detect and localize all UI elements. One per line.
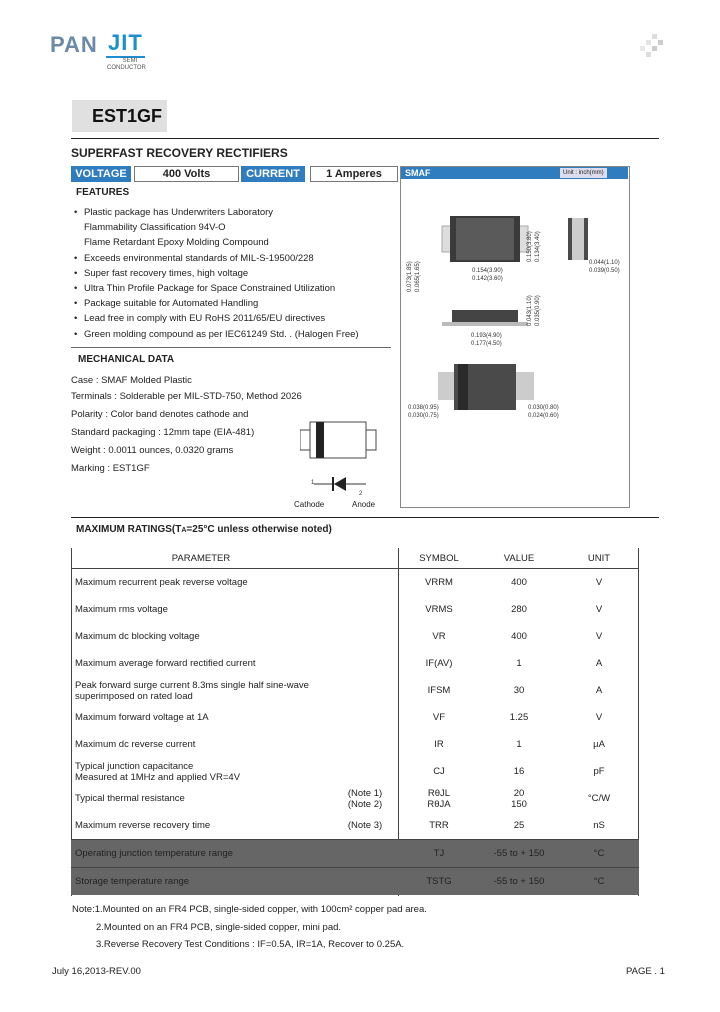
polarity-package-icon (300, 420, 380, 470)
dim-label: 0.035(0.90) (535, 295, 541, 326)
cell-symbol-text: IR (434, 739, 444, 750)
cell-value (479, 758, 559, 785)
cell-unit-text: °C (593, 876, 605, 887)
cell-unit (559, 623, 639, 650)
cell-note (331, 840, 399, 868)
ratings-title-rest: =25°C unless otherwise noted) (186, 524, 332, 535)
divider (71, 138, 659, 139)
anode-label: Anode (352, 500, 376, 509)
header-value: VALUE (479, 548, 559, 569)
mech-packaging: Standard packaging : 12mm tape (EIA-481) (71, 427, 255, 438)
cell-unit (559, 704, 639, 731)
feature-item: • Exceeds environmental standards of MIL-S-19500/228 (74, 251, 394, 266)
current-value: 1 Amperes (310, 166, 398, 182)
cell-unit-text: µA (593, 739, 605, 750)
cell-symbol (399, 569, 479, 596)
cell-symbol-text: IFSM (427, 685, 451, 696)
cell-unit (559, 812, 639, 840)
cell-symbol-text: VRRM (425, 577, 453, 588)
cell-parameter (71, 868, 331, 896)
cell-value-text: -55 to + 150 (493, 848, 545, 859)
cell-unit (559, 650, 639, 677)
cell-value-text: 16 (513, 766, 525, 777)
table-row (71, 704, 639, 731)
dim-label: 0.043(1.10) (527, 295, 533, 326)
cell-note (331, 650, 399, 677)
cell-parameter (71, 650, 331, 677)
cell-value-text: 400 (511, 631, 527, 642)
table-row (71, 596, 639, 623)
cell-value-text: 1.25 (509, 712, 529, 723)
cell-unit (559, 840, 639, 868)
header-symbol: SYMBOL (399, 548, 479, 569)
cell-parameter (71, 840, 331, 868)
mech-weight: Weight : 0.0011 ounces, 0.0320 grams (71, 445, 234, 456)
feature-item: • Package suitable for Automated Handling (74, 296, 394, 311)
cell-note (331, 569, 399, 596)
cell-parameter-text: Peak forward surge current 8.3ms single half sine-wave (75, 679, 309, 691)
cathode-label: Cathode (294, 500, 325, 509)
table-header (71, 548, 639, 569)
cell-parameter (71, 677, 331, 704)
table-row (71, 758, 639, 785)
mech-polarity: Polarity : Color band denotes cathode and (71, 409, 249, 420)
cell-unit (559, 868, 639, 896)
cell-value-text: 25 (513, 820, 525, 831)
cell-unit-text: A (595, 658, 603, 669)
cell-unit-text: °C/W (587, 793, 611, 804)
mech-marking: Marking : EST1GF (71, 463, 150, 474)
cell-note (331, 596, 399, 623)
cell-value (479, 785, 559, 812)
cell-unit-text: V (595, 631, 603, 642)
table-row (71, 677, 639, 704)
cell-symbol (399, 812, 479, 840)
dim-label: 0.193(4.90) (471, 333, 502, 339)
cell-value-text: 30 (513, 685, 525, 696)
ratings-rows (71, 569, 639, 895)
dim-label: 0.154(3.90) (472, 268, 503, 274)
cell-symbol-text: CJ (433, 766, 445, 777)
features-title: FEATURES (76, 187, 130, 198)
cell-symbol (399, 731, 479, 758)
cell-value (479, 569, 559, 596)
dim-label: 0.038(0.95) (408, 405, 439, 411)
cell-symbol-text: TJ (433, 848, 445, 859)
cell-symbol-text: IF(AV) (425, 658, 453, 669)
cell-parameter (71, 758, 331, 785)
cell-note (331, 758, 399, 785)
cell-value-text: 1 (516, 739, 522, 750)
cell-value-text: 280 (511, 604, 527, 615)
table-row (71, 868, 639, 896)
cell-note (331, 812, 399, 840)
mechanical-title: MECHANICAL DATA (78, 354, 175, 365)
cell-parameter-text: Operating junction temperature range (75, 848, 233, 859)
cell-unit-text: pF (593, 766, 605, 777)
cell-unit-text: nS (593, 820, 605, 831)
note-1: Note:1.Mounted on an FR4 PCB, single-sided copper, with 100cm² copper pad area. (72, 904, 427, 915)
voltage-value: 400 Volts (134, 166, 239, 182)
ratings-table (71, 548, 639, 569)
cell-value (479, 596, 559, 623)
cell-parameter-text-2: Measured at 1MHz and applied VR=4V (75, 771, 241, 783)
dim-label: 0.073(1.85) (407, 261, 413, 292)
voltage-label: VOLTAGE (71, 166, 131, 182)
feature-item: Flammability Classification 94V-O (84, 222, 226, 234)
cell-symbol-text: VF (432, 712, 446, 723)
table-row (71, 650, 639, 677)
logo-jit: JIT (106, 30, 145, 58)
cell-note-text-2: (Note 2) (347, 798, 383, 810)
cell-symbol (399, 840, 479, 868)
cell-unit-text: A (595, 685, 603, 696)
pin-1: 1 (311, 480, 315, 486)
cell-unit (559, 731, 639, 758)
cell-parameter-text: Typical junction capacitance (75, 760, 194, 772)
ratings-title (76, 524, 332, 535)
cell-parameter-text: Storage temperature range (75, 876, 190, 887)
cell-symbol-text: TSTG (426, 876, 452, 887)
cell-parameter-text: Maximum dc reverse current (75, 739, 196, 750)
feature-item: Flame Retardant Epoxy Molding Compound (84, 237, 269, 249)
package-bottom-drawing (420, 360, 620, 420)
cell-unit (559, 758, 639, 785)
table-row (71, 623, 639, 650)
cell-parameter-text-2: superimposed on rated load (75, 690, 193, 702)
cell-parameter (71, 785, 331, 812)
cell-symbol (399, 785, 479, 812)
cell-note-text: (Note 3) (347, 820, 383, 831)
cell-symbol-text: TRR (429, 820, 449, 831)
table-row (71, 812, 639, 840)
divider (71, 347, 391, 348)
cell-unit (559, 569, 639, 596)
cell-value (479, 677, 559, 704)
table-row (71, 840, 639, 868)
cell-parameter (71, 731, 331, 758)
footer-date: July 16,2013-REV.00 (52, 966, 141, 977)
cell-value-text-2: 150 (511, 798, 527, 810)
cell-note (331, 704, 399, 731)
cell-unit-text: °C (593, 848, 605, 859)
dim-label: 0.030(0.75) (408, 413, 439, 419)
header-parameter: PARAMETER (71, 548, 331, 569)
cell-parameter-text: Maximum average forward rectified current (75, 658, 256, 669)
ratings-title-sub: A (181, 527, 187, 534)
dim-label: 0.065(1.65) (415, 261, 421, 292)
cell-value-text: -55 to + 150 (493, 876, 545, 887)
cell-note (331, 623, 399, 650)
cell-parameter (71, 812, 331, 840)
cell-symbol (399, 596, 479, 623)
cell-parameter-text: Typical thermal resistance (75, 793, 185, 804)
cell-unit-text: V (595, 577, 603, 588)
cell-parameter-text: Maximum forward voltage at 1A (75, 712, 209, 723)
cell-parameter-text: Maximum reverse recovery time (75, 820, 211, 831)
feature-item: • Plastic package has Underwriters Laboratory (74, 205, 394, 220)
mech-terminals: Terminals : Solderable per MIL-STD-750, Method 2026 (71, 391, 302, 402)
dim-label: 0.150(3.80) (527, 231, 533, 262)
feature-item: • Lead free in comply with EU RoHS 2011/65/EU directives (74, 311, 394, 326)
cell-symbol (399, 677, 479, 704)
cell-parameter (71, 623, 331, 650)
cell-parameter (71, 704, 331, 731)
logo-sub-2: CONDUCTOR (107, 65, 146, 71)
cell-symbol (399, 758, 479, 785)
cell-value (479, 731, 559, 758)
dim-label: 0.030(0.80) (528, 405, 559, 411)
note-3: 3.Reverse Recovery Test Conditions : IF=0.5A, IR=1A, Recover to 0.25A. (96, 939, 405, 950)
note-2: 2.Mounted on an FR4 PCB, single-sided copper, mini pad. (96, 922, 342, 933)
cell-note (331, 868, 399, 896)
dim-label: 0.039(0.50) (589, 268, 620, 274)
cell-unit (559, 596, 639, 623)
package-unit: Unit : inch(mm) (560, 168, 607, 178)
cell-value (479, 868, 559, 896)
cell-symbol-text: VRMS (425, 604, 453, 615)
cell-unit (559, 785, 639, 812)
divider (71, 517, 659, 518)
cell-symbol (399, 650, 479, 677)
cell-parameter-text: Maximum rms voltage (75, 604, 168, 615)
cell-parameter (71, 569, 331, 596)
dim-label: 0.044(1.10) (589, 260, 620, 266)
cell-note (331, 785, 399, 812)
header-unit: UNIT (559, 548, 639, 569)
table-row (71, 731, 639, 758)
table-row (71, 569, 639, 596)
cell-value (479, 704, 559, 731)
cell-parameter-text: Maximum dc blocking voltage (75, 631, 200, 642)
part-number: EST1GF (92, 106, 163, 126)
page-title: SUPERFAST RECOVERY RECTIFIERS (71, 146, 288, 160)
feature-item: • Super fast recovery times, high voltage (74, 266, 394, 281)
cell-symbol-text: RθJL (427, 787, 451, 799)
cell-value-text: 400 (511, 577, 527, 588)
cell-value-text: 20 (513, 787, 525, 799)
cell-note (331, 731, 399, 758)
cell-value (479, 812, 559, 840)
package-name: SMAF (405, 168, 431, 178)
cell-unit (559, 677, 639, 704)
cell-symbol (399, 704, 479, 731)
logo-subtitle (107, 58, 153, 72)
cell-note-text: (Note 1) (347, 787, 383, 799)
dim-label: 0.142(3.60) (472, 276, 503, 282)
cell-symbol (399, 868, 479, 896)
dim-label: 0.024(0.60) (528, 413, 559, 419)
dim-label: 0.134(3.40) (535, 231, 541, 262)
cell-value (479, 650, 559, 677)
mech-case: Case : SMAF Molded Plastic (71, 375, 192, 386)
feature-item: • Green molding compound as per IEC61249 Std. . (Halogen Free) (74, 327, 394, 342)
cell-unit-text: V (595, 604, 603, 615)
pin-2: 2 (359, 491, 363, 497)
dim-label: 0.177(4.50) (471, 341, 502, 347)
corner-dots-icon (636, 34, 666, 64)
cell-value-text: 1 (516, 658, 522, 669)
logo-pan: PAN (50, 32, 98, 57)
cell-symbol-text-2: RθJA (427, 798, 451, 810)
cell-value (479, 623, 559, 650)
ratings-title-text: MAXIMUM RATINGS(T (76, 524, 182, 535)
cell-unit-text: V (595, 712, 603, 723)
features-list (74, 205, 394, 342)
package-outline-drawing (420, 210, 620, 370)
cell-parameter-text: Maximum recurrent peak reverse voltage (75, 577, 248, 588)
cell-parameter (71, 596, 331, 623)
table-row (71, 785, 639, 812)
cell-value (479, 840, 559, 868)
current-label: CURRENT (241, 166, 305, 182)
cell-symbol-text: VR (432, 631, 446, 642)
logo-sub-1: SEMI (122, 58, 138, 64)
feature-item: • Ultra Thin Profile Package for Space Constrained Utilization (74, 281, 394, 296)
cell-symbol (399, 623, 479, 650)
footer-page: PAGE . 1 (626, 966, 665, 977)
cell-note (331, 677, 399, 704)
